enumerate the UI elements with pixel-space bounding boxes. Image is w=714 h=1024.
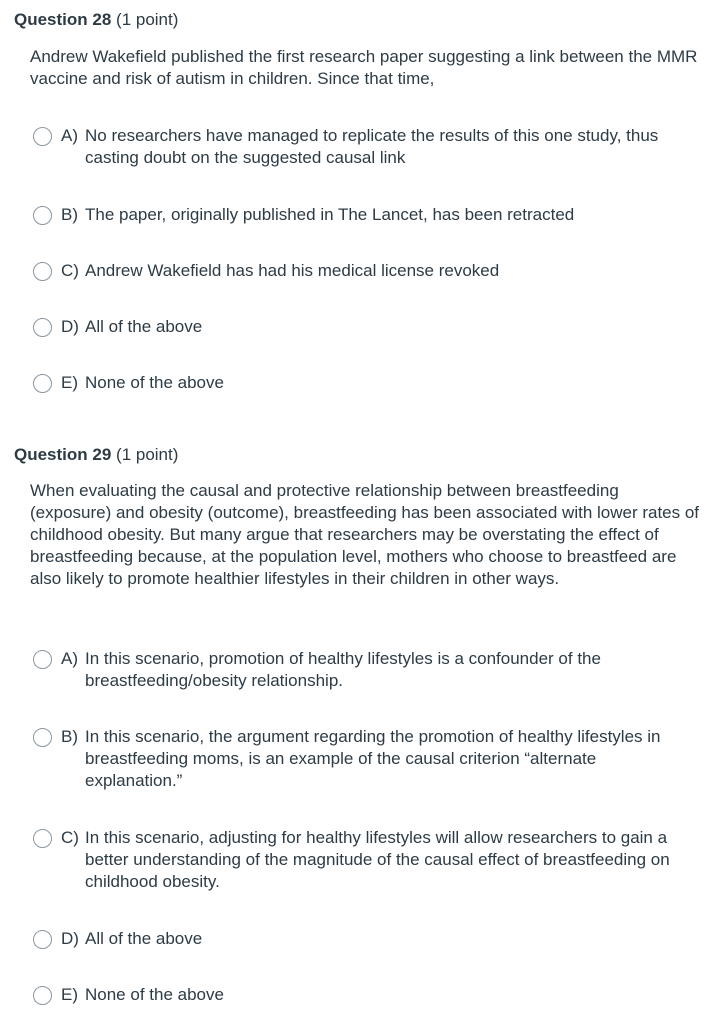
- radio-button[interactable]: [33, 206, 52, 225]
- answer-text: All of the above: [85, 317, 203, 336]
- answer-letter: A): [61, 126, 78, 145]
- answer-option-c[interactable]: [33, 827, 693, 893]
- answer-text: The paper, originally published in The Lancet, has been retracted: [85, 205, 575, 224]
- question-number: Question 29: [14, 445, 112, 464]
- answer-text: All of the above: [85, 929, 203, 948]
- answer-option-b[interactable]: [33, 726, 693, 792]
- answer-letter: D): [61, 317, 79, 336]
- answer-option-b[interactable]: [33, 204, 693, 226]
- answer-letter: A): [61, 649, 78, 668]
- answer-text: In this scenario, adjusting for healthy lifestyles will allow researchers to gain a better understanding of the magnitude of the causal effect of breastfeeding on childhood obesity.: [85, 828, 670, 891]
- answer-text: None of the above: [85, 373, 224, 392]
- answer-letter: C): [61, 261, 79, 280]
- answer-text: In this scenario, the argument regarding the promotion of healthy lifestyles in breastfeeding moms, is an example of the causal criterion “alternate explanation.”: [85, 727, 661, 790]
- radio-button[interactable]: [33, 728, 52, 747]
- answer-option-a[interactable]: [33, 648, 693, 692]
- answer-letter: E): [61, 373, 78, 392]
- answer-option-e[interactable]: [33, 984, 693, 1006]
- answer-option-e[interactable]: [33, 372, 693, 394]
- answer-option-c[interactable]: [33, 260, 693, 282]
- answer-option-d[interactable]: [33, 316, 693, 338]
- radio-button[interactable]: [33, 930, 52, 949]
- answer-text: Andrew Wakefield has had his medical license revoked: [85, 261, 500, 280]
- radio-button[interactable]: [33, 262, 52, 281]
- question-points: (1 point): [111, 445, 179, 464]
- radio-button[interactable]: [33, 127, 52, 146]
- answer-option-d[interactable]: [33, 928, 693, 950]
- answer-letter: D): [61, 929, 79, 948]
- answer-option-a[interactable]: [33, 125, 693, 169]
- answer-letter: B): [61, 727, 78, 746]
- radio-button[interactable]: [33, 829, 52, 848]
- radio-button[interactable]: [33, 650, 52, 669]
- question-text: When evaluating the causal and protective relationship between breastfeeding (exposure) and obesity (outcome), breastfeeding has been associated with lower rates of childhood obesity. But many argue that researchers may be overstating the effect of breastfeeding because, at the population level, mothers who choose to breastfeed are also likely to promote healthier lifestyles in their children in other ways.: [30, 481, 700, 588]
- question-number: Question 28: [14, 10, 112, 29]
- question-header: [14, 10, 178, 30]
- answer-letter: C): [61, 828, 79, 847]
- question-points: (1 point): [111, 10, 179, 29]
- radio-button[interactable]: [33, 374, 52, 393]
- answer-text: In this scenario, promotion of healthy lifestyles is a confounder of the breastfeeding/obesity relationship.: [85, 649, 601, 690]
- answer-text: No researchers have managed to replicate the results of this one study, thus casting doubt on the suggested causal link: [85, 126, 659, 167]
- radio-button[interactable]: [33, 986, 52, 1005]
- question-header: [14, 445, 178, 465]
- answer-letter: B): [61, 205, 78, 224]
- radio-button[interactable]: [33, 318, 52, 337]
- question-text: Andrew Wakefield published the first research paper suggesting a link between the MMR vaccine and risk of autism in children. Since that time,: [30, 47, 698, 88]
- answer-text: None of the above: [85, 985, 224, 1004]
- answer-letter: E): [61, 985, 78, 1004]
